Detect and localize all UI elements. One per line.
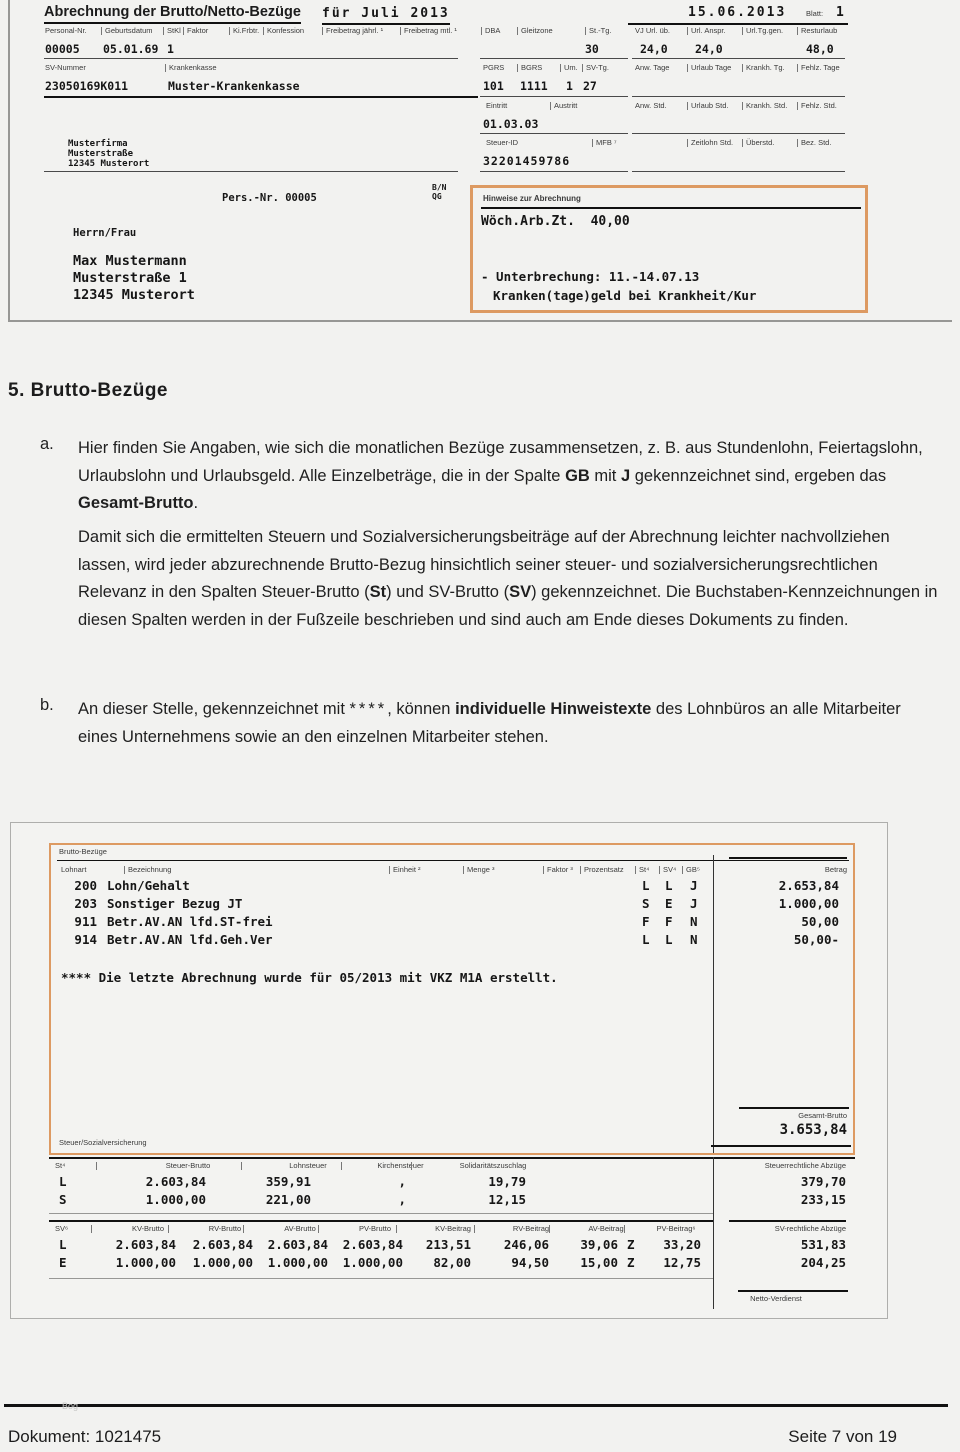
row1-underline-left <box>44 58 458 59</box>
row-st: F <box>642 914 650 929</box>
sv-row-kv-beitrag: 213,51 <box>425 1237 471 1252</box>
row2-underline-left <box>44 96 478 98</box>
sv-row-pv-brutto: 2.603,84 <box>342 1237 403 1252</box>
sv-row-kv-brutto: 2.603,84 <box>115 1237 176 1252</box>
sv-bottom-ticks <box>49 1278 713 1279</box>
steuer-row-abzuege: 233,15 <box>800 1192 846 1207</box>
hinweise-line3: Kranken(tage)geld bei Krankheit/Kur <box>493 288 757 303</box>
footer-document-id: Dokument: 1021475 <box>8 1427 162 1446</box>
hinweise-underline <box>481 207 861 209</box>
text-run: , können <box>387 700 456 718</box>
row-lohnart: 911 <box>74 914 97 929</box>
steuer-section-topline <box>49 1157 855 1159</box>
text-run: An dieser Stelle, gekennzeichnet mit <box>78 700 350 718</box>
label-zeitlohn-std: Zeitlohn Std. <box>687 139 733 147</box>
sv-row-pv-beitrag: 12,75 <box>663 1255 701 1270</box>
sv-row-pv-beitrag: 33,20 <box>663 1237 701 1252</box>
sv-section-topline <box>49 1220 713 1222</box>
qg-label: QG <box>432 192 442 201</box>
row-gb: N <box>690 932 698 947</box>
sv-row-kv-beitrag: 82,00 <box>433 1255 471 1270</box>
addr-street: Musterstraße 1 <box>73 270 187 286</box>
row-sv: L <box>665 932 673 947</box>
bn-label: B/N <box>432 183 447 192</box>
salutation: Herrn/Frau <box>73 227 137 239</box>
row-lohnart: 914 <box>74 932 97 947</box>
sv-row-kv-brutto: 1.000,00 <box>115 1255 176 1270</box>
row-sv: E <box>665 896 673 911</box>
sv-row-z-marker: Z <box>627 1255 635 1270</box>
col-kirchensteuer: Kirchensteuer <box>341 1162 456 1170</box>
row-gb: J <box>690 896 698 911</box>
label-freibetrag-mtl: Freibetrag mtl. ¹ <box>400 27 457 35</box>
row4-underline-mid <box>480 171 628 172</box>
label-steuer-id: Steuer-ID <box>486 138 519 147</box>
label-eintritt: Eintritt <box>486 101 508 110</box>
gesamt-topline <box>739 1107 849 1109</box>
label-sv-nummer: SV-Nummer <box>45 63 86 72</box>
label-fehlz-std: Fehlz. Std. <box>797 102 837 110</box>
stars-marker: **** <box>349 700 388 718</box>
sv-row-rv-beitrag: 94,50 <box>511 1255 549 1270</box>
label-krankh-tg: Krankh. Tg. <box>742 64 785 72</box>
sv-row-sv: E <box>59 1255 67 1270</box>
sv-row-sv: L <box>59 1237 67 1252</box>
label-austritt: Austritt <box>550 102 577 110</box>
date-underline <box>628 23 848 25</box>
row-betrag: 2.653,84 <box>778 878 839 893</box>
label-dba: DBA <box>481 27 500 35</box>
payslip-title: Abrechnung der Brutto/Netto-Bezüge <box>44 4 301 24</box>
top-payslip <box>0 0 960 324</box>
hinweise-line1: Wöch.Arb.Zt. 40,00 <box>481 214 630 229</box>
label-faktor: Faktor <box>183 27 208 35</box>
value-bgrs: 1111 <box>520 79 548 93</box>
hinweise-line2: - Unterbrechung: 11.-14.07.13 <box>481 269 700 284</box>
value-krankenkasse: Muster-Krankenkasse <box>168 79 300 93</box>
footer <box>0 1395 960 1452</box>
steuer-row-abzuege: 379,70 <box>800 1174 846 1189</box>
steuer-row-lohnsteuer: 221,00 <box>265 1192 311 1207</box>
row2-underline-mid <box>480 96 628 97</box>
label-gleitzone: Gleitzone <box>517 27 553 35</box>
addr-city: 12345 Musterort <box>73 287 195 303</box>
label-kifrbtr: Ki.Frbtr. <box>229 27 259 35</box>
row2-underline-right <box>632 96 845 97</box>
value-sv-nummer: 23050169K011 <box>45 79 129 93</box>
row-lohnart: 203 <box>74 896 97 911</box>
value-um: 1 <box>566 79 573 93</box>
col-av-brutto: AV-Brutto <box>243 1225 353 1233</box>
sv-row-av-beitrag: 15,00 <box>580 1255 618 1270</box>
text-run-bold: individuelle Hinweistexte <box>455 700 652 718</box>
gesamt-brutto-label: Gesamt-Brutto <box>798 1111 847 1120</box>
label-krankenkasse: Krankenkasse <box>165 64 217 72</box>
col-lohnart: Lohnart <box>61 865 87 874</box>
sv-row-abzuege: 204,25 <box>800 1255 846 1270</box>
sv-row-rv-brutto: 1.000,00 <box>192 1255 253 1270</box>
col-gb: GB⁵ <box>682 866 700 874</box>
label-resturlaub: Resturlaub <box>797 27 837 35</box>
employer-line3: 12345 Musterort <box>68 159 150 169</box>
col-lohnsteuer: Lohnsteuer <box>241 1162 371 1170</box>
col-bezeichnung: Bezeichnung <box>124 866 171 874</box>
steuer-row-kirchensteuer: , <box>398 1192 406 1207</box>
value-vj-url: 24,0 <box>640 42 668 56</box>
col-sv-rechtliche-abzuege: SV-rechtliche Abzüge <box>774 1224 846 1233</box>
col-einheit: Einheit ² <box>389 866 421 874</box>
label-bgrs: BGRS <box>517 64 542 72</box>
text-run-bold: J <box>620 466 631 485</box>
netto-verdienst-label: Netto-Verdienst <box>750 1294 802 1303</box>
text-run: mit <box>589 466 621 485</box>
row-gb: J <box>690 878 698 893</box>
value-eintritt: 01.03.03 <box>483 117 539 131</box>
left-edge-line <box>8 0 10 322</box>
row-st: S <box>642 896 650 911</box>
label-fehlz-tage: Fehlz. Tage <box>797 64 840 72</box>
steuer-row-brutto: 2.603,84 <box>145 1174 206 1189</box>
gesamt-brutto-value: 3.653,84 <box>779 1122 847 1138</box>
sv-row-av-brutto: 2.603,84 <box>267 1237 328 1252</box>
row1-underline-mid <box>480 58 628 59</box>
row3-underline-right <box>632 133 845 134</box>
hinweise-box <box>470 185 868 313</box>
label-urlaub-std: Urlaub Std. <box>687 102 729 110</box>
bottom-payslip <box>10 822 888 1319</box>
sv-row-av-beitrag: 39,06 <box>580 1237 618 1252</box>
sv-row-av-brutto: 1.000,00 <box>267 1255 328 1270</box>
label-url-tg-gen: Url.Tg.gen. <box>742 27 783 35</box>
row-bezeichnung: Betr.AV.AN lfd.ST-frei <box>107 914 273 929</box>
label-urlaub-tage: Urlaub Tage <box>687 64 731 72</box>
watermark: Bog <box>62 1401 79 1411</box>
item-b-label: b. <box>40 696 54 714</box>
label-geburtsdatum: Geburtsdatum <box>101 27 153 35</box>
row1-underline-right <box>632 58 845 59</box>
sv-row-abzuege: 531,83 <box>800 1237 846 1252</box>
text-run-bold: St <box>369 583 387 602</box>
col-betrag: Betrag <box>824 865 847 874</box>
betrag-topline <box>729 857 847 859</box>
col-sv6: SV⁶ <box>55 1224 69 1233</box>
col-rv-beitrag: RV-Beitrag <box>474 1225 584 1233</box>
col-pv-brutto: PV-Brutto <box>318 1225 428 1233</box>
top-slip-bottom-divider <box>8 320 952 322</box>
col-sv: SV⁴ <box>659 866 676 874</box>
paragraph-a1 <box>78 435 932 518</box>
col-soli: Solidaritätszuschlag <box>411 1162 571 1170</box>
value-url-anspr: 24,0 <box>695 42 723 56</box>
row-betrag: 50,00 <box>801 914 839 929</box>
brutto-bezuege-label: Brutto-Bezüge <box>59 847 107 856</box>
label-ueberstd: Überstd. <box>742 139 774 147</box>
col-st: St⁴ <box>635 866 649 874</box>
row4-underline-right <box>632 171 845 172</box>
value-steuer-id: 32201459786 <box>483 154 571 168</box>
brutto-header-topline <box>57 860 849 861</box>
sv-row-rv-brutto: 2.603,84 <box>192 1237 253 1252</box>
col-kv-beitrag: KV-Beitrag <box>396 1225 506 1233</box>
label-pgrs: PGRS <box>483 63 505 72</box>
paragraph-b1 <box>78 696 938 751</box>
row-st: L <box>642 932 650 947</box>
value-stkl: 1 <box>167 42 174 56</box>
value-personal-nr: 00005 <box>45 42 80 56</box>
steuer-row-brutto: 1.000,00 <box>145 1192 206 1207</box>
col-faktor: Faktor ³ <box>543 866 573 874</box>
label-krankh-std: Krankh. Std. <box>742 102 787 110</box>
text-run-bold: Gesamt-Brutto <box>78 494 194 513</box>
col-pv-beitrag: PV-Beitrag⁶ <box>624 1225 724 1233</box>
steuer-row-st: S <box>59 1192 67 1207</box>
text-run: Damit sich die ermittelten Steuern und Sozialversicherungsbeiträge auf der Abrechnung leichter nachvollziehen lassen, wird jeder abzurechnende Brutto-Bezug hinsichtlich seiner steuer- und sozialversicherungsrechtlichen Relevanz in den Spalten Steuer-Brutto ( <box>78 528 890 602</box>
footer-page-number: Seite 7 von 19 <box>788 1427 897 1446</box>
row-betrag: 1.000,00 <box>778 896 839 911</box>
steuer-row-soli: 12,15 <box>488 1192 526 1207</box>
row-gb: N <box>690 914 698 929</box>
steuer-row-lohnsteuer: 359,91 <box>265 1174 311 1189</box>
value-pgrs: 101 <box>483 79 504 93</box>
text-run: gekennzeichnet sind, ergeben das <box>630 466 887 485</box>
value-geburtsdatum: 05.01.69 <box>103 42 159 56</box>
col-prozentsatz: Prozentsatz <box>580 866 624 874</box>
label-personal-nr: Personal-Nr. <box>45 26 87 35</box>
label-sv-tg: SV-Tg. <box>582 64 609 72</box>
sv-row-rv-beitrag: 246,06 <box>503 1237 549 1252</box>
text-run-bold: SV <box>509 583 532 602</box>
label-bez-std: Bez. Std. <box>797 139 831 147</box>
employer-underline <box>44 171 458 172</box>
sv-abzuege-topline <box>729 1220 846 1222</box>
text-run: . <box>193 494 199 513</box>
blatt-value: 1 <box>836 5 844 20</box>
pers-nr-line: Pers.-Nr. 00005 <box>222 192 317 204</box>
steuer-bottom-ticks <box>49 1213 713 1214</box>
steuer-sv-label: Steuer/Sozialversicherung <box>59 1138 147 1147</box>
value-st-tg: 30 <box>585 42 599 56</box>
text-run-bold: GB <box>565 466 590 485</box>
col-steuer-brutto: Steuer-Brutto <box>96 1162 276 1170</box>
value-resturlaub: 48,0 <box>806 42 834 56</box>
steuer-row-soli: 19,79 <box>488 1174 526 1189</box>
value-sv-tg: 27 <box>583 79 597 93</box>
steuer-row-kirchensteuer: , <box>398 1174 406 1189</box>
label-um: Um. <box>560 64 578 72</box>
col-menge: Menge ³ <box>463 866 495 874</box>
section-brutto-bezuege <box>0 370 960 810</box>
label-url-anspr: Url. Anspr. <box>687 27 726 35</box>
payslip-date: 15.06.2013 <box>688 5 787 20</box>
gesamt-underline <box>711 1145 851 1147</box>
steuer-row-st: L <box>59 1174 67 1189</box>
label-freibetrag-jaehrl: Freibetrag jährl. ¹ <box>322 27 383 35</box>
section-heading: 5. Brutto-Bezüge <box>8 380 168 401</box>
note-line: **** Die letzte Abrechnung wurde für 05/2013 mit VKZ M1A erstellt. <box>61 970 558 985</box>
label-konfession: Konfession <box>263 27 304 35</box>
payslip-period: für Juli 2013 <box>322 7 450 25</box>
col-rv-brutto: RV-Brutto <box>168 1225 278 1233</box>
label-mfb: MFB ⁷ <box>592 139 617 147</box>
row-bezeichnung: Sonstiger Bezug JT <box>107 896 243 911</box>
netto-topline <box>738 1290 848 1292</box>
addr-name: Max Mustermann <box>73 253 187 269</box>
row-sv: L <box>665 878 673 893</box>
col-av-beitrag: AV-Beitrag <box>549 1225 659 1233</box>
sv-row-pv-brutto: 1.000,00 <box>342 1255 403 1270</box>
brutto-bezuege-frame <box>49 843 855 1155</box>
employer-line1: Musterfirma <box>68 139 128 149</box>
label-st-tg: St.-Tg. <box>585 27 612 35</box>
label-anw-std: Anw. Std. <box>635 101 667 110</box>
col-kv-brutto: KV-Brutto <box>91 1225 201 1233</box>
blatt-label: Blatt: <box>806 9 824 18</box>
footer-divider <box>4 1404 948 1407</box>
employer-line2: Musterstraße <box>68 149 134 159</box>
paragraph-a2 <box>78 524 938 634</box>
text-run: des Lohnbüros an alle Mitarbeiter eines Unternehmens sowie an den einzelnen Mitarbeiter stehen. <box>78 700 901 746</box>
col-st4: St⁴ <box>55 1161 66 1170</box>
hinweise-title: Hinweise zur Abrechnung <box>483 194 581 203</box>
row-sv: F <box>665 914 673 929</box>
item-a-label: a. <box>40 435 54 453</box>
row-betrag: 50,00- <box>793 932 839 947</box>
text-run: ) und SV-Brutto ( <box>386 583 510 602</box>
label-stkl: StKl <box>163 27 181 35</box>
text-run: ) gekennzeichnet. Die Buchstaben-Kennzeichnungen in diesen Spalten werden in der Fußzeile beschrieben und sind auch am Ende dieses Dokuments zu finden. <box>78 583 938 629</box>
sv-row-z-marker: Z <box>627 1237 635 1252</box>
row3-underline-mid <box>480 133 628 134</box>
label-vj-url: VJ Url. üb. <box>635 26 671 35</box>
row-bezeichnung: Betr.AV.AN lfd.Geh.Ver <box>107 932 273 947</box>
label-anw-tage: Anw. Tage <box>635 63 670 72</box>
text-run: Hier finden Sie Angaben, wie sich die monatlichen Bezüge zusammensetzen, z. B. aus Stundenlohn, Feiertagslohn, Urlaubslohn und Urlaubsgeld. Alle Einzelbeträge, die in der Spalte <box>78 439 923 485</box>
row-st: L <box>642 878 650 893</box>
row-bezeichnung: Lohn/Gehalt <box>107 878 190 893</box>
row-lohnart: 200 <box>74 878 97 893</box>
col-steuerrechtliche-abzuege: Steuerrechtliche Abzüge <box>764 1161 846 1170</box>
